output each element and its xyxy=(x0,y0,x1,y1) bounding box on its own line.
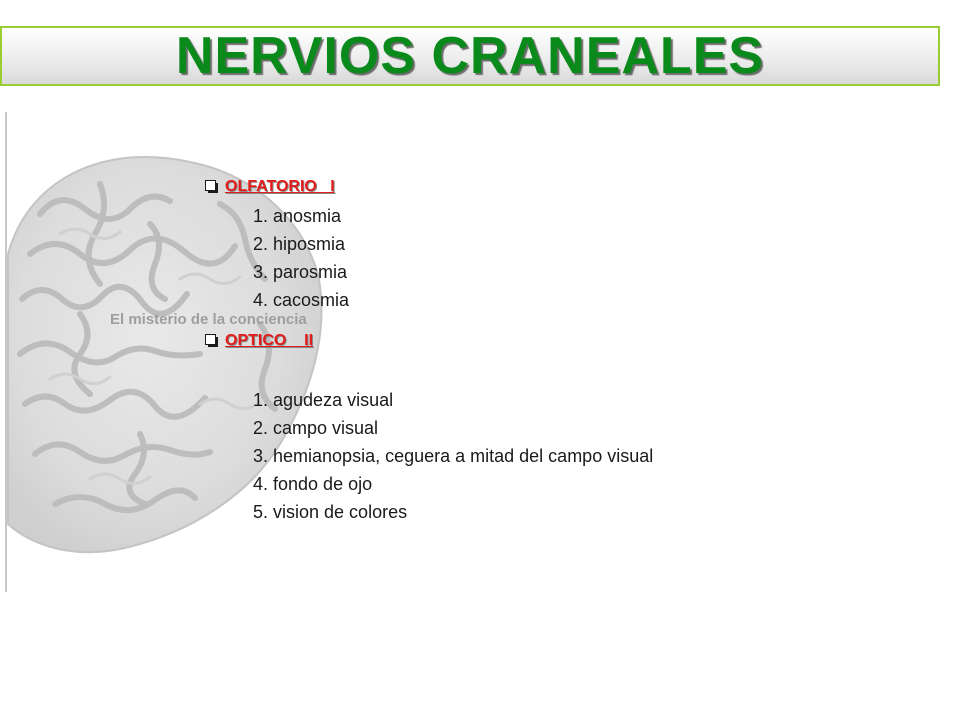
section-optico xyxy=(204,328,653,526)
section-heading xyxy=(204,174,653,200)
list-item: 3. parosmia xyxy=(253,262,348,282)
checkbox-bullet-icon xyxy=(205,334,219,348)
section-olfatorio xyxy=(204,174,653,314)
list-item: 2. hiposmia xyxy=(253,234,346,254)
section-label: OPTICO II xyxy=(225,332,314,349)
list-item: 3. hemianopsia, ceguera a mitad del campo visual xyxy=(253,446,654,466)
section-heading xyxy=(204,328,653,354)
content xyxy=(204,174,653,526)
list-item: 2. campo visual xyxy=(253,418,379,438)
list-item: 5. vision de colores xyxy=(253,502,408,522)
section-label: OLFATORIO I xyxy=(225,178,335,195)
list-item: 4. fondo de ojo xyxy=(253,474,373,494)
brain-caption: El misterio de la conciencia xyxy=(110,311,307,328)
item-list xyxy=(204,386,653,526)
list-item: 1. anosmia xyxy=(253,206,342,226)
list-item: 1. agudeza visual xyxy=(253,390,394,410)
checkbox-bullet-icon xyxy=(205,180,219,194)
title-bar xyxy=(0,26,940,86)
slide-title: NERVIOS CRANEALES xyxy=(175,27,765,85)
list-item: 4. cacosmia xyxy=(253,290,350,310)
item-list xyxy=(204,202,653,314)
